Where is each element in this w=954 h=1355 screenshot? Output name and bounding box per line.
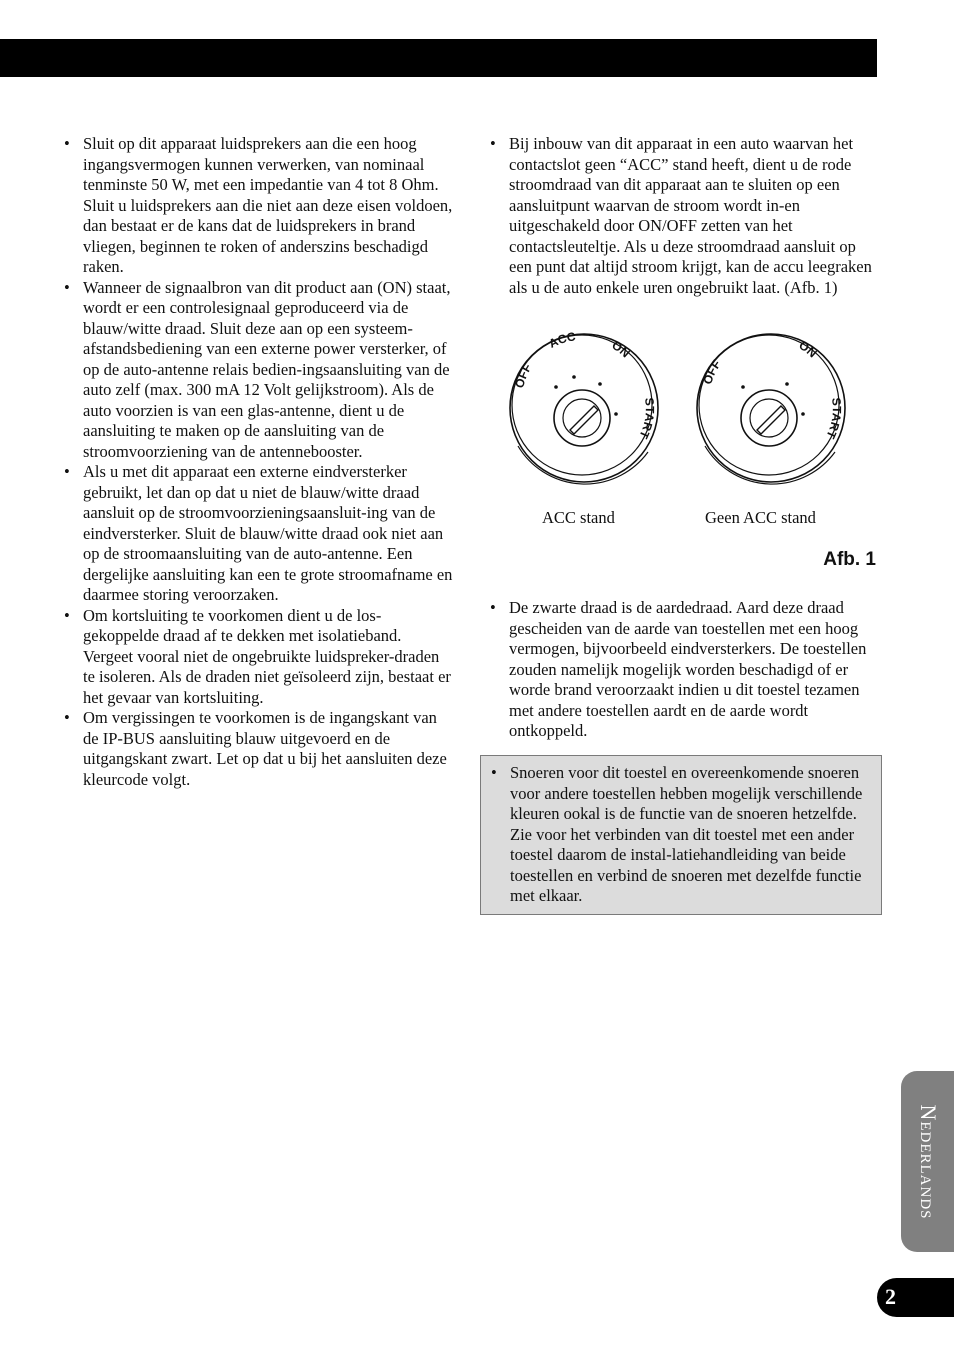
label-start: START: [823, 396, 844, 441]
position-dot: [614, 412, 618, 416]
bullet-control-signal: • Wanneer de signaalbron van dit product aan (ON) staat, wordt er een controlesignaal geproduceerd via de blauw/witte draad. Sluit deze aan op een systeem-afstandsbediening van een externe power versterker, of op de auto-antenne relais bedien-ingsaansluiting van de auto zelf (max. 300 mA 12 Volt gelijkstroom). Als de auto voorzien is van een glas-antenne, dient u de aansluiting te maken op de aansluiting van de stroomvoorziening van de antennebooster.: [62, 278, 454, 463]
bullet-speakers: • Sluit op dit apparaat luidsprekers aan die een hoog ingangsvermogen kunnen verwerken, van nominaal tenminste 50 W, met een impedantie van 4 tot 8 Ohm. Sluit u luidsprekers aan die niet aan deze eisen voldoen, dan bestaat er de kans dat de luidsprekers in brand vliegen, beginnen te roken of anderszins beschadigd raken.: [62, 134, 454, 278]
caption-acc-position: ACC stand: [542, 508, 615, 527]
bullet-external-amplifier: • Als u met dit apparaat een externe eindversterker gebruikt, let dan op dat u niet de blauw/witte draad aansluit op de stroomvoorzieningsaansluit-ing van de eindversterker. Sluit de blauw/witte draad ook niet aan op de stroomaansluiting van de auto-antenne. Een dergelijke aansluiting kan een te grote stroomafname en daarmee storing veroorzaken.: [62, 462, 454, 606]
bullet-ip-bus: • Om vergissingen te voorkomen is de ingangskant van de IP-BUS aansluiting blauw uitgevoerd en de uitgangskant zwart. Let op dat u bij het aansluiten deze kleurcode volgt.: [62, 708, 454, 790]
label-acc: ACC: [546, 329, 577, 351]
language-label: Nederlands: [915, 1103, 941, 1220]
right-top-bullet-list: [488, 134, 880, 298]
right-column-top: [488, 134, 880, 298]
caption-no-acc-position: Geen ACC stand: [705, 508, 816, 527]
label-on: ON: [796, 338, 820, 361]
right-mid-bullet-list: [488, 598, 880, 742]
left-column: [62, 134, 454, 790]
bullet-short-circuit: • Om kortsluiting te voorkomen dient u de los-gekoppelde draad af te dekken met isolatieband. Vergeet vooral niet de ongebruikte luidspreker-draden te isoleren. Als de draden niet geïsoleerd zijn, bestaat er het gevaar van kortsluiting.: [62, 606, 454, 709]
ignition-switch-no-acc: [697, 334, 845, 484]
position-dot: [572, 375, 576, 379]
left-bullet-list: [62, 134, 454, 790]
bullet-acc-position: • Bij inbouw van dit apparaat in een auto waarvan het contactslot geen “ACC” stand heeft, dient u de rode stroomdraad van dit apparaat aan te sluiten op een aansluitpunt waarvan de stroom wordt in-en uitgeschakeld door ON/OFF zetten van het contactsleuteltje. Als u deze stroomdraad aansluit op een punt dat altijd stroom krijgt, kan de accu leegraken als u de auto enkele uren ongebruikt laat. (Afb. 1): [488, 134, 880, 298]
ignition-switch-figure: [498, 328, 858, 538]
label-off: OFF: [700, 357, 724, 387]
language-tab: [901, 1071, 954, 1252]
label-on: ON: [609, 338, 633, 361]
position-dot: [801, 412, 805, 416]
page-number-tab: [877, 1278, 954, 1317]
note-box: [480, 755, 882, 915]
ignition-switch-illustration: [498, 328, 858, 538]
note-bullet-list: [489, 763, 869, 907]
page-number: 2: [885, 1284, 896, 1309]
position-dot: [554, 385, 558, 389]
position-dot: [785, 382, 789, 386]
right-column-middle: [488, 598, 880, 742]
position-dot: [598, 382, 602, 386]
label-off-acc-on: OFF: [512, 361, 535, 390]
note-cable-colors: • Snoeren voor dit toestel en overeenkomende snoeren voor andere toestellen hebben mogelijk verschillende kleuren ookal is de functie van de snoeren hetzelfde. Zie voor het verbinden van dit toestel met een ander toestel daarom de instal-latiehandleiding van beide toestellen en verbind de snoeren met dezelfde functie met elkaar.: [489, 763, 869, 907]
ignition-switch-acc: [510, 329, 658, 484]
position-dot: [741, 385, 745, 389]
bullet-ground-wire: • De zwarte draad is de aardedraad. Aard deze draad gescheiden van de aarde van toestellen met een hoog vermogen, bijvoorbeeld eindversterkers. De toestellen zouden namelijk mogelijk worden beschadigd of er worde brand veroorzaakt indien u dit toestel tezamen met andere toestellen aardt en de aarde wordt ontkoppeld.: [488, 598, 880, 742]
figure-label: Afb. 1: [823, 549, 876, 570]
header-bar: [0, 39, 877, 77]
label-start: START: [636, 396, 657, 441]
